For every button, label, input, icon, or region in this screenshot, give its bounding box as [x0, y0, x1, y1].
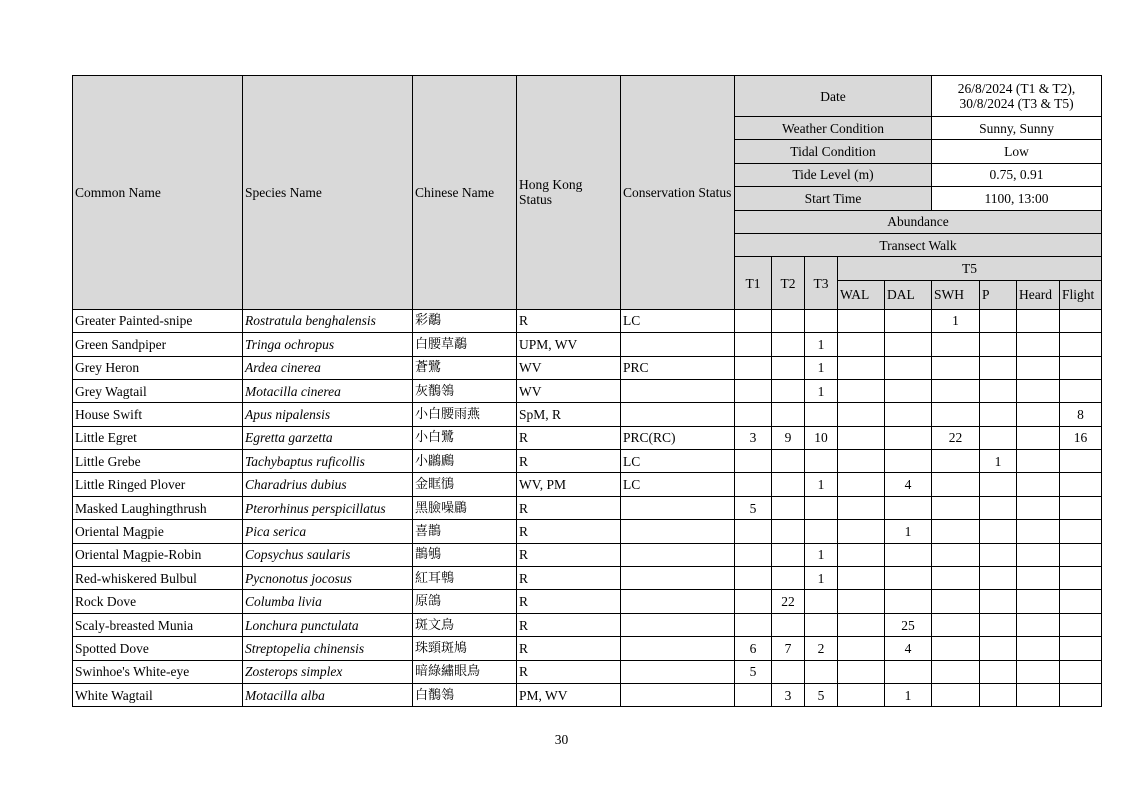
count-flight-cell: [1060, 613, 1102, 636]
tidal-condition-value: Low: [932, 140, 1102, 163]
start-time-value: 1100, 13:00: [932, 187, 1102, 210]
count-t2-cell: [772, 613, 805, 636]
col-flight: Flight: [1060, 280, 1102, 309]
count-p-cell: [980, 520, 1017, 543]
count-dal-cell: [885, 590, 932, 613]
count-heard-cell: [1017, 356, 1060, 379]
count-t2-cell: [772, 543, 805, 566]
count-swh-cell: [932, 356, 980, 379]
table-row: [73, 683, 1102, 706]
table-row: [73, 309, 1102, 332]
count-t3-cell: 2: [805, 637, 838, 660]
count-swh-cell: 22: [932, 426, 980, 449]
count-t3-cell: 1: [805, 567, 838, 590]
count-dal-cell: 1: [885, 520, 932, 543]
common-name-cell: House Swift: [73, 403, 243, 426]
count-wal-cell: [838, 543, 885, 566]
count-t2-cell: [772, 496, 805, 519]
count-p-cell: [980, 567, 1017, 590]
chinese-name-cell: 灰鶺鴒: [413, 379, 517, 402]
count-wal-cell: [838, 426, 885, 449]
count-t1-cell: 3: [735, 426, 772, 449]
count-flight-cell: [1060, 637, 1102, 660]
chinese-name-cell: 小白腰雨燕: [413, 403, 517, 426]
count-dal-cell: [885, 356, 932, 379]
hk-status-cell: R: [517, 637, 621, 660]
count-t2-cell: [772, 333, 805, 356]
count-t2-cell: [772, 379, 805, 402]
table-row: [73, 660, 1102, 683]
count-heard-cell: [1017, 309, 1060, 332]
count-swh-cell: [932, 333, 980, 356]
count-p-cell: [980, 356, 1017, 379]
count-swh-cell: 1: [932, 309, 980, 332]
hk-status-cell: UPM, WV: [517, 333, 621, 356]
hk-status-cell: R: [517, 567, 621, 590]
count-flight-cell: [1060, 660, 1102, 683]
common-name-cell: Greater Painted-snipe: [73, 309, 243, 332]
table-row: [73, 637, 1102, 660]
count-t1-cell: [735, 403, 772, 426]
count-heard-cell: [1017, 473, 1060, 496]
count-swh-cell: [932, 379, 980, 402]
count-dal-cell: [885, 496, 932, 519]
count-t1-cell: [735, 473, 772, 496]
count-p-cell: [980, 660, 1017, 683]
table-row: [73, 613, 1102, 636]
count-p-cell: [980, 613, 1017, 636]
count-heard-cell: [1017, 567, 1060, 590]
conservation-status-cell: [621, 660, 735, 683]
count-heard-cell: [1017, 426, 1060, 449]
count-t1-cell: [735, 543, 772, 566]
table-row: [73, 450, 1102, 473]
species-name-cell: Streptopelia chinensis: [243, 637, 413, 660]
count-flight-cell: [1060, 683, 1102, 706]
conservation-status-cell: [621, 590, 735, 613]
count-t2-cell: 22: [772, 590, 805, 613]
count-flight-cell: [1060, 567, 1102, 590]
count-wal-cell: [838, 660, 885, 683]
start-time-label: Start Time: [735, 187, 932, 210]
species-name-cell: Copsychus saularis: [243, 543, 413, 566]
species-name-cell: Zosterops simplex: [243, 660, 413, 683]
hk-status-cell: WV: [517, 379, 621, 402]
conservation-status-cell: [621, 379, 735, 402]
count-t1-cell: [735, 333, 772, 356]
count-t1-cell: 5: [735, 496, 772, 519]
count-t2-cell: [772, 660, 805, 683]
count-t3-cell: [805, 450, 838, 473]
hk-status-cell: R: [517, 520, 621, 543]
species-name-cell: Motacilla cinerea: [243, 379, 413, 402]
conservation-status-cell: [621, 496, 735, 519]
count-t1-cell: [735, 590, 772, 613]
header-chinese-name: Chinese Name: [413, 76, 517, 310]
count-t2-cell: [772, 450, 805, 473]
tide-level-value: 0.75, 0.91: [932, 163, 1102, 186]
count-swh-cell: [932, 567, 980, 590]
conservation-status-cell: [621, 520, 735, 543]
count-t3-cell: [805, 520, 838, 543]
species-name-cell: Egretta garzetta: [243, 426, 413, 449]
tide-level-label: Tide Level (m): [735, 163, 932, 186]
common-name-cell: Masked Laughingthrush: [73, 496, 243, 519]
count-swh-cell: [932, 660, 980, 683]
count-heard-cell: [1017, 590, 1060, 613]
count-flight-cell: [1060, 379, 1102, 402]
species-name-cell: Lonchura punctulata: [243, 613, 413, 636]
count-t1-cell: [735, 356, 772, 379]
t5-label: T5: [838, 257, 1102, 280]
count-dal-cell: [885, 333, 932, 356]
count-p-cell: 1: [980, 450, 1017, 473]
count-flight-cell: [1060, 543, 1102, 566]
common-name-cell: Oriental Magpie: [73, 520, 243, 543]
count-t2-cell: [772, 309, 805, 332]
transect-walk-label: Transect Walk: [735, 233, 1102, 256]
count-dal-cell: [885, 543, 932, 566]
header-common-name: Common Name: [73, 76, 243, 310]
count-wal-cell: [838, 567, 885, 590]
count-t1-cell: [735, 683, 772, 706]
count-flight-cell: [1060, 496, 1102, 519]
col-t1: T1: [735, 257, 772, 309]
count-dal-cell: 4: [885, 473, 932, 496]
chinese-name-cell: 黑臉噪鶥: [413, 496, 517, 519]
chinese-name-cell: 紅耳鵯: [413, 567, 517, 590]
count-t2-cell: 7: [772, 637, 805, 660]
hk-status-cell: R: [517, 450, 621, 473]
header-conservation-status: Conservation Status: [621, 76, 735, 310]
count-wal-cell: [838, 450, 885, 473]
common-name-cell: Grey Wagtail: [73, 379, 243, 402]
conservation-status-cell: [621, 333, 735, 356]
count-wal-cell: [838, 590, 885, 613]
count-dal-cell: [885, 426, 932, 449]
common-name-cell: White Wagtail: [73, 683, 243, 706]
species-name-cell: Pterorhinus perspicillatus: [243, 496, 413, 519]
table-row: [73, 473, 1102, 496]
count-swh-cell: [932, 543, 980, 566]
chinese-name-cell: 喜鵲: [413, 520, 517, 543]
count-p-cell: [980, 496, 1017, 519]
count-t2-cell: [772, 403, 805, 426]
weather-value: Sunny, Sunny: [932, 117, 1102, 140]
count-p-cell: [980, 309, 1017, 332]
count-flight-cell: [1060, 333, 1102, 356]
count-wal-cell: [838, 356, 885, 379]
count-p-cell: [980, 333, 1017, 356]
chinese-name-cell: 斑文鳥: [413, 613, 517, 636]
count-t1-cell: 6: [735, 637, 772, 660]
count-heard-cell: [1017, 660, 1060, 683]
count-wal-cell: [838, 379, 885, 402]
table-row: [73, 403, 1102, 426]
count-wal-cell: [838, 613, 885, 636]
species-name-cell: Tringa ochropus: [243, 333, 413, 356]
col-swh: SWH: [932, 280, 980, 309]
count-swh-cell: [932, 473, 980, 496]
count-heard-cell: [1017, 613, 1060, 636]
chinese-name-cell: 鵲鴝: [413, 543, 517, 566]
count-p-cell: [980, 590, 1017, 613]
hk-status-cell: R: [517, 613, 621, 636]
count-heard-cell: [1017, 403, 1060, 426]
hk-status-cell: R: [517, 426, 621, 449]
common-name-cell: Rock Dove: [73, 590, 243, 613]
count-heard-cell: [1017, 637, 1060, 660]
count-t2-cell: [772, 473, 805, 496]
species-name-cell: Charadrius dubius: [243, 473, 413, 496]
count-dal-cell: [885, 660, 932, 683]
hk-status-cell: R: [517, 543, 621, 566]
conservation-status-cell: PRC: [621, 356, 735, 379]
bird-survey-table: [72, 75, 1102, 707]
count-heard-cell: [1017, 496, 1060, 519]
hk-status-cell: R: [517, 496, 621, 519]
species-name-cell: Tachybaptus ruficollis: [243, 450, 413, 473]
count-t1-cell: [735, 309, 772, 332]
common-name-cell: Green Sandpiper: [73, 333, 243, 356]
conservation-status-cell: LC: [621, 473, 735, 496]
species-name-cell: Apus nipalensis: [243, 403, 413, 426]
count-heard-cell: [1017, 333, 1060, 356]
species-name-cell: Pica serica: [243, 520, 413, 543]
count-swh-cell: [932, 590, 980, 613]
col-dal: DAL: [885, 280, 932, 309]
common-name-cell: Grey Heron: [73, 356, 243, 379]
count-heard-cell: [1017, 520, 1060, 543]
chinese-name-cell: 珠頸斑鳩: [413, 637, 517, 660]
header-hk-status: Hong Kong Status: [517, 76, 621, 310]
count-dal-cell: [885, 309, 932, 332]
chinese-name-cell: 金眶鴴: [413, 473, 517, 496]
count-t3-cell: 1: [805, 333, 838, 356]
species-name-cell: Motacilla alba: [243, 683, 413, 706]
count-p-cell: [980, 403, 1017, 426]
count-swh-cell: [932, 520, 980, 543]
count-t3-cell: [805, 403, 838, 426]
table-row: [73, 543, 1102, 566]
conservation-status-cell: PRC(RC): [621, 426, 735, 449]
common-name-cell: Little Ringed Plover: [73, 473, 243, 496]
count-t1-cell: [735, 450, 772, 473]
count-heard-cell: [1017, 683, 1060, 706]
weather-label: Weather Condition: [735, 117, 932, 140]
hk-status-cell: R: [517, 590, 621, 613]
chinese-name-cell: 蒼鷺: [413, 356, 517, 379]
species-name-cell: Rostratula benghalensis: [243, 309, 413, 332]
count-t3-cell: 1: [805, 379, 838, 402]
header-row-date: [73, 76, 1102, 117]
count-t2-cell: 9: [772, 426, 805, 449]
common-name-cell: Little Grebe: [73, 450, 243, 473]
common-name-cell: Swinhoe's White-eye: [73, 660, 243, 683]
col-t2: T2: [772, 257, 805, 309]
table-row: [73, 356, 1102, 379]
count-swh-cell: [932, 450, 980, 473]
hk-status-cell: R: [517, 660, 621, 683]
hk-status-cell: R: [517, 309, 621, 332]
count-wal-cell: [838, 520, 885, 543]
count-t3-cell: 5: [805, 683, 838, 706]
count-dal-cell: 25: [885, 613, 932, 636]
count-t3-cell: 10: [805, 426, 838, 449]
count-wal-cell: [838, 309, 885, 332]
count-t2-cell: 3: [772, 683, 805, 706]
conservation-status-cell: [621, 683, 735, 706]
count-wal-cell: [838, 473, 885, 496]
count-swh-cell: [932, 496, 980, 519]
col-heard: Heard: [1017, 280, 1060, 309]
chinese-name-cell: 原鴿: [413, 590, 517, 613]
count-heard-cell: [1017, 379, 1060, 402]
count-wal-cell: [838, 637, 885, 660]
count-wal-cell: [838, 403, 885, 426]
count-flight-cell: [1060, 450, 1102, 473]
conservation-status-cell: [621, 543, 735, 566]
count-flight-cell: [1060, 520, 1102, 543]
col-t3: T3: [805, 257, 838, 309]
count-swh-cell: [932, 683, 980, 706]
count-dal-cell: [885, 450, 932, 473]
chinese-name-cell: 小鸊鷉: [413, 450, 517, 473]
conservation-status-cell: [621, 567, 735, 590]
common-name-cell: Red-whiskered Bulbul: [73, 567, 243, 590]
count-t2-cell: [772, 520, 805, 543]
count-wal-cell: [838, 496, 885, 519]
chinese-name-cell: 白鶺鴒: [413, 683, 517, 706]
count-t3-cell: [805, 496, 838, 519]
common-name-cell: Little Egret: [73, 426, 243, 449]
header-species-name: Species Name: [243, 76, 413, 310]
count-flight-cell: [1060, 590, 1102, 613]
count-t3-cell: 1: [805, 543, 838, 566]
hk-status-cell: WV: [517, 356, 621, 379]
count-p-cell: [980, 543, 1017, 566]
chinese-name-cell: 小白鷺: [413, 426, 517, 449]
chinese-name-cell: 白腰草鷸: [413, 333, 517, 356]
chinese-name-cell: 彩鷸: [413, 309, 517, 332]
count-dal-cell: 4: [885, 637, 932, 660]
count-t3-cell: [805, 613, 838, 636]
species-name-cell: Ardea cinerea: [243, 356, 413, 379]
tidal-condition-label: Tidal Condition: [735, 140, 932, 163]
count-t1-cell: 5: [735, 660, 772, 683]
count-wal-cell: [838, 683, 885, 706]
count-p-cell: [980, 426, 1017, 449]
count-p-cell: [980, 683, 1017, 706]
col-wal: WAL: [838, 280, 885, 309]
table-row: [73, 496, 1102, 519]
table-row: [73, 333, 1102, 356]
table-row: [73, 426, 1102, 449]
page-number: 30: [554, 732, 569, 747]
count-t3-cell: [805, 309, 838, 332]
hk-status-cell: SpM, R: [517, 403, 621, 426]
conservation-status-cell: [621, 613, 735, 636]
count-p-cell: [980, 637, 1017, 660]
count-heard-cell: [1017, 543, 1060, 566]
count-t1-cell: [735, 379, 772, 402]
conservation-status-cell: [621, 637, 735, 660]
common-name-cell: Scaly-breasted Munia: [73, 613, 243, 636]
count-dal-cell: 1: [885, 683, 932, 706]
count-flight-cell: 8: [1060, 403, 1102, 426]
count-t3-cell: 1: [805, 473, 838, 496]
count-swh-cell: [932, 637, 980, 660]
hk-status-cell: PM, WV: [517, 683, 621, 706]
common-name-cell: Oriental Magpie-Robin: [73, 543, 243, 566]
hk-status-cell: WV, PM: [517, 473, 621, 496]
count-heard-cell: [1017, 450, 1060, 473]
conservation-status-cell: LC: [621, 450, 735, 473]
count-t3-cell: 1: [805, 356, 838, 379]
table-row: [73, 590, 1102, 613]
date-value: 26/8/2024 (T1 & T2), 30/8/2024 (T3 & T5): [932, 76, 1102, 117]
chinese-name-cell: 暗綠繡眼鳥: [413, 660, 517, 683]
count-flight-cell: 16: [1060, 426, 1102, 449]
count-flight-cell: [1060, 473, 1102, 496]
count-dal-cell: [885, 379, 932, 402]
conservation-status-cell: LC: [621, 309, 735, 332]
conservation-status-cell: [621, 403, 735, 426]
table-row: [73, 520, 1102, 543]
count-dal-cell: [885, 403, 932, 426]
count-wal-cell: [838, 333, 885, 356]
count-p-cell: [980, 379, 1017, 402]
count-t3-cell: [805, 660, 838, 683]
species-name-cell: Columba livia: [243, 590, 413, 613]
date-label: Date: [735, 76, 932, 117]
count-swh-cell: [932, 403, 980, 426]
abundance-label: Abundance: [735, 210, 1102, 233]
count-t1-cell: [735, 613, 772, 636]
count-flight-cell: [1060, 309, 1102, 332]
count-t2-cell: [772, 567, 805, 590]
count-t3-cell: [805, 590, 838, 613]
table-row: [73, 567, 1102, 590]
count-p-cell: [980, 473, 1017, 496]
count-t1-cell: [735, 520, 772, 543]
table-row: [73, 379, 1102, 402]
common-name-cell: Spotted Dove: [73, 637, 243, 660]
count-dal-cell: [885, 567, 932, 590]
col-p: P: [980, 280, 1017, 309]
count-flight-cell: [1060, 356, 1102, 379]
count-t1-cell: [735, 567, 772, 590]
species-name-cell: Pycnonotus jocosus: [243, 567, 413, 590]
count-t2-cell: [772, 356, 805, 379]
count-swh-cell: [932, 613, 980, 636]
